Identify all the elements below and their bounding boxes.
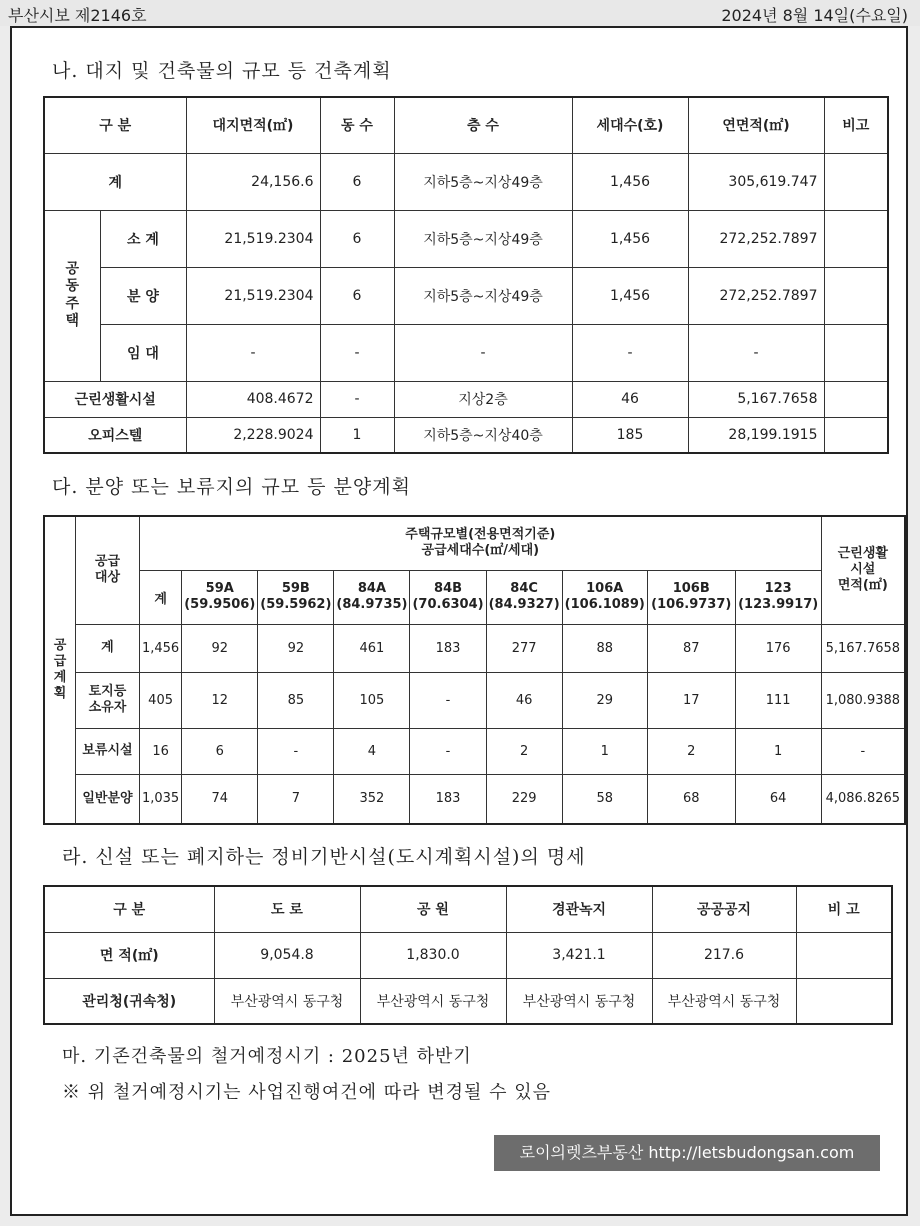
cell: 16 bbox=[139, 728, 181, 774]
cell: 21,519.2304 bbox=[186, 267, 320, 324]
row-label: 분 양 bbox=[100, 267, 186, 324]
supply-target-header: 공급 대상 bbox=[75, 516, 139, 624]
cell: 183 bbox=[410, 774, 486, 824]
col-header: 도 로 bbox=[214, 886, 360, 932]
cell bbox=[824, 267, 888, 324]
col-header: 비고 bbox=[824, 97, 888, 153]
cell: 2,228.9024 bbox=[186, 417, 320, 453]
cell: 5,167.7658 bbox=[821, 624, 905, 672]
table-row bbox=[44, 267, 888, 324]
row-label: 관리청(귀속청) bbox=[44, 978, 214, 1024]
cell: 305,619.747 bbox=[688, 153, 824, 210]
table-row bbox=[44, 728, 905, 774]
cell: 185 bbox=[572, 417, 688, 453]
section-da-title: 다. 분양 또는 보류지의 규모 등 분양계획 bbox=[52, 476, 411, 498]
cell: 지하5층~지상49층 bbox=[394, 210, 572, 267]
cell: 1,456 bbox=[572, 210, 688, 267]
cell: 6 bbox=[320, 210, 394, 267]
cell: 6 bbox=[320, 267, 394, 324]
col-header: 59B (59.5962) bbox=[258, 570, 334, 624]
table-row bbox=[44, 417, 888, 453]
cell: 1,456 bbox=[572, 153, 688, 210]
cell: 1,080.9388 bbox=[821, 672, 905, 728]
row-label: 계 bbox=[44, 153, 186, 210]
cell: 1,456 bbox=[139, 624, 181, 672]
table-header-row bbox=[44, 516, 905, 570]
row-label: 근린생활시설 bbox=[44, 381, 186, 417]
cell: - bbox=[258, 728, 334, 774]
gazette-date: 2024년 8월 14일(수요일) bbox=[721, 6, 908, 25]
cell: 92 bbox=[182, 624, 258, 672]
cell: 4 bbox=[334, 728, 410, 774]
table-row bbox=[44, 672, 905, 728]
cell: 21,519.2304 bbox=[186, 210, 320, 267]
commercial-area-header: 근린생활 시설 면적(㎡) bbox=[821, 516, 905, 624]
cell: 217.6 bbox=[652, 932, 796, 978]
col-header: 경관녹지 bbox=[506, 886, 652, 932]
cell bbox=[824, 381, 888, 417]
cell: 405 bbox=[139, 672, 181, 728]
cell: 1,830.0 bbox=[360, 932, 506, 978]
cell: 85 bbox=[258, 672, 334, 728]
col-header: 동 수 bbox=[320, 97, 394, 153]
cell: - bbox=[320, 381, 394, 417]
cell: 12 bbox=[182, 672, 258, 728]
cell: 지하5층~지상49층 bbox=[394, 153, 572, 210]
cell: 지하5층~지상49층 bbox=[394, 267, 572, 324]
cell: 5,167.7658 bbox=[688, 381, 824, 417]
table-row bbox=[44, 210, 888, 267]
cell: 461 bbox=[334, 624, 410, 672]
section-ra-title: 라. 신설 또는 폐지하는 정비기반시설(도시계획시설)의 명세 bbox=[62, 846, 586, 868]
cell: - bbox=[410, 672, 486, 728]
demolition-note: ※ 위 철거예정시기는 사업진행여건에 따라 변경될 수 있음 bbox=[62, 1082, 551, 1103]
cell: 408.4672 bbox=[186, 381, 320, 417]
col-header: 구 분 bbox=[44, 97, 186, 153]
table-row bbox=[44, 624, 905, 672]
group-label-apartment: 공 동 주 택 bbox=[44, 210, 100, 381]
table-row bbox=[44, 932, 892, 978]
cell: 183 bbox=[410, 624, 486, 672]
cell: 68 bbox=[647, 774, 735, 824]
row-label: 오피스텔 bbox=[44, 417, 186, 453]
cell: 87 bbox=[647, 624, 735, 672]
cell: - bbox=[688, 324, 824, 381]
table-row bbox=[44, 324, 888, 381]
cell: 88 bbox=[562, 624, 647, 672]
cell: 3,421.1 bbox=[506, 932, 652, 978]
cell: 92 bbox=[258, 624, 334, 672]
cell: 4,086.8265 bbox=[821, 774, 905, 824]
col-header: 84B (70.6304) bbox=[410, 570, 486, 624]
col-header: 공공공지 bbox=[652, 886, 796, 932]
side-label-supply-plan: 공 급 계 획 bbox=[44, 516, 75, 824]
col-header: 비 고 bbox=[796, 886, 892, 932]
col-header: 84A (84.9735) bbox=[334, 570, 410, 624]
cell bbox=[824, 417, 888, 453]
demolition-schedule: 마. 기존건축물의 철거예정시기 : 2025년 하반기 bbox=[62, 1046, 472, 1067]
col-header: 59A (59.9506) bbox=[182, 570, 258, 624]
cell: 28,199.1915 bbox=[688, 417, 824, 453]
cell: - bbox=[821, 728, 905, 774]
cell: 부산광역시 동구청 bbox=[214, 978, 360, 1024]
col-header: 84C (84.9327) bbox=[486, 570, 562, 624]
cell: 지상2층 bbox=[394, 381, 572, 417]
cell: - bbox=[320, 324, 394, 381]
row-label: 토지등 소유자 bbox=[75, 672, 139, 728]
col-header: 106B (106.9737) bbox=[647, 570, 735, 624]
cell: 272,252.7897 bbox=[688, 267, 824, 324]
cell: 2 bbox=[647, 728, 735, 774]
cell: 277 bbox=[486, 624, 562, 672]
table-header-row bbox=[44, 886, 892, 932]
table-header-row bbox=[44, 570, 905, 624]
row-label: 일반분양 bbox=[75, 774, 139, 824]
cell: 352 bbox=[334, 774, 410, 824]
row-label: 보류시설 bbox=[75, 728, 139, 774]
col-header: 층 수 bbox=[394, 97, 572, 153]
cell: - bbox=[186, 324, 320, 381]
row-label: 계 bbox=[75, 624, 139, 672]
supply-plan-table bbox=[43, 515, 906, 825]
table-row bbox=[44, 153, 888, 210]
infrastructure-table bbox=[43, 885, 893, 1025]
cell: 6 bbox=[182, 728, 258, 774]
cell: 1,035 bbox=[139, 774, 181, 824]
col-header: 대지면적(㎡) bbox=[186, 97, 320, 153]
watermark-label: 로이의렛츠부동산 http://letsbudongsan.com bbox=[494, 1135, 880, 1171]
document-page bbox=[10, 26, 908, 1216]
row-label: 소 계 bbox=[100, 210, 186, 267]
cell: 9,054.8 bbox=[214, 932, 360, 978]
cell: 부산광역시 동구청 bbox=[652, 978, 796, 1024]
cell: 2 bbox=[486, 728, 562, 774]
cell: - bbox=[410, 728, 486, 774]
cell: 7 bbox=[258, 774, 334, 824]
cell bbox=[824, 153, 888, 210]
cell: 지하5층~지상40층 bbox=[394, 417, 572, 453]
col-header: 123 (123.9917) bbox=[735, 570, 821, 624]
cell: 64 bbox=[735, 774, 821, 824]
cell: 176 bbox=[735, 624, 821, 672]
cell: 부산광역시 동구청 bbox=[506, 978, 652, 1024]
cell: - bbox=[572, 324, 688, 381]
cell: 1 bbox=[320, 417, 394, 453]
table-header-row bbox=[44, 97, 888, 153]
cell: 1 bbox=[735, 728, 821, 774]
cell: - bbox=[394, 324, 572, 381]
cell: 46 bbox=[572, 381, 688, 417]
gazette-number: 부산시보 제2146호 bbox=[8, 6, 147, 25]
col-header: 연면적(㎡) bbox=[688, 97, 824, 153]
col-header: 세대수(호) bbox=[572, 97, 688, 153]
cell: 272,252.7897 bbox=[688, 210, 824, 267]
cell: 229 bbox=[486, 774, 562, 824]
cell: 1 bbox=[562, 728, 647, 774]
row-label: 임 대 bbox=[100, 324, 186, 381]
page-header bbox=[0, 0, 920, 26]
col-header: 구 분 bbox=[44, 886, 214, 932]
cell: 1,456 bbox=[572, 267, 688, 324]
building-plan-table bbox=[43, 96, 889, 454]
table-row bbox=[44, 774, 905, 824]
cell bbox=[824, 210, 888, 267]
cell: 111 bbox=[735, 672, 821, 728]
cell: 6 bbox=[320, 153, 394, 210]
cell: 105 bbox=[334, 672, 410, 728]
section-na-title: 나. 대지 및 건축물의 규모 등 건축계획 bbox=[52, 60, 392, 82]
cell: 부산광역시 동구청 bbox=[360, 978, 506, 1024]
col-header: 106A (106.1089) bbox=[562, 570, 647, 624]
col-header: 계 bbox=[139, 570, 181, 624]
cell: 29 bbox=[562, 672, 647, 728]
table-row bbox=[44, 381, 888, 417]
cell bbox=[796, 932, 892, 978]
cell: 46 bbox=[486, 672, 562, 728]
cell: 24,156.6 bbox=[186, 153, 320, 210]
cell bbox=[824, 324, 888, 381]
size-header: 주택규모별(전용면적기준) 공급세대수(㎡/세대) bbox=[139, 516, 821, 570]
col-header: 공 원 bbox=[360, 886, 506, 932]
cell: 58 bbox=[562, 774, 647, 824]
row-label: 면 적(㎡) bbox=[44, 932, 214, 978]
table-row bbox=[44, 978, 892, 1024]
cell: 17 bbox=[647, 672, 735, 728]
cell bbox=[796, 978, 892, 1024]
cell: 74 bbox=[182, 774, 258, 824]
